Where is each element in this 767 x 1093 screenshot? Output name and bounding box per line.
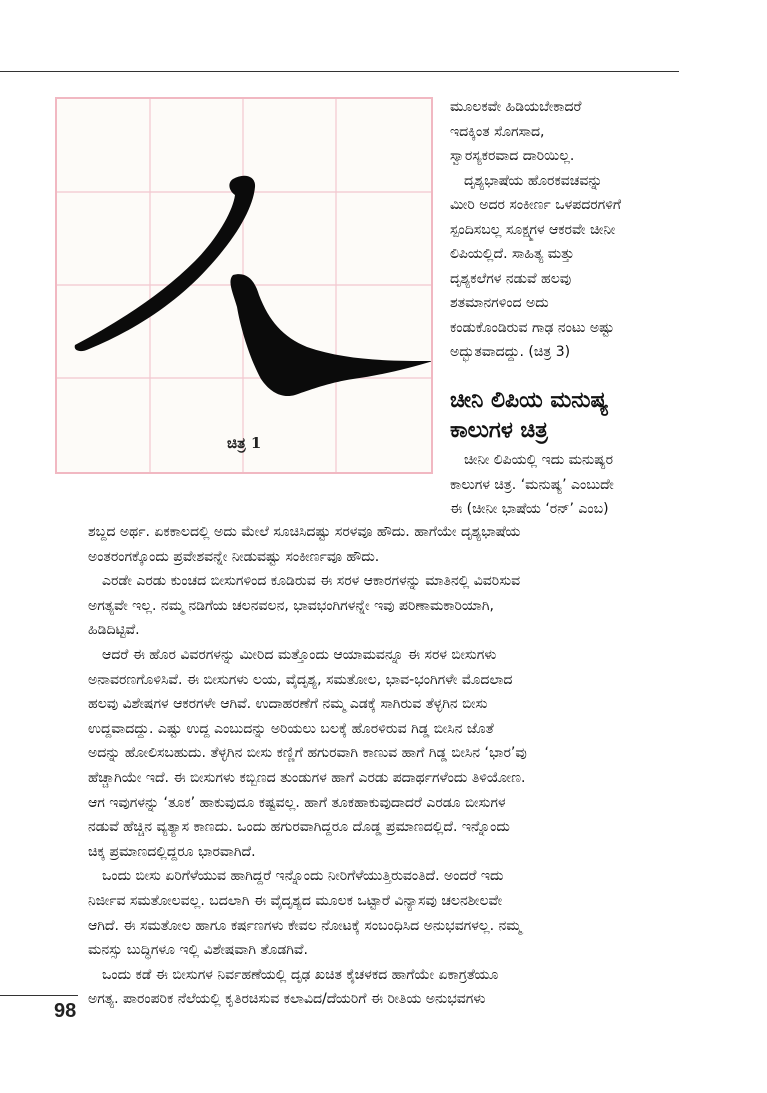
section-heading-line: ಚೀನಿ ಲಿಪಿಯ ಮನುಷ್ಯ [450, 388, 609, 413]
text-line: ಇದಕ್ಕಿಂತ ಸೊಗಸಾದ, [450, 123, 545, 140]
text-line: ಅಂತರಂಗಕ್ಕೊಂದು ಪ್ರವೇಶವನ್ನೇ ನೀಡುವಷ್ಟು ಸಂಕೀರ್ಣವೂ ಹೌದು. [88, 548, 380, 565]
text-line: ದೃಶ್ಯಕಲೆಗಳ ನಡುವೆ ಹಲವು [450, 270, 572, 287]
text-line: ಹಿಡಿದಿಟ್ಟಿವೆ. [88, 622, 140, 639]
text-line: ಶತಮಾನಗಳಿಂದ ಅದು [450, 295, 549, 311]
text-line: ಎರಡೇ ಎರಡು ಕುಂಚದ ಬೀಸುಗಳಿಂದ ಕೂಡಿರುವ ಈ ಸರಳ ಆಕಾರಗಳನ್ನು ಮಾತಿನಲ್ಲಿ ವಿವರಿಸುವ [102, 573, 521, 590]
text-line: ನಡುವೆ ಹೆಚ್ಚಿನ ವ್ಯತ್ಯಾಸ ಕಾಣದು. ಒಂದು ಹಗುರವಾಗಿದ್ದರೂ ದೊಡ್ಡ ಪ್ರಮಾಣದಲ್ಲಿದೆ. ಇನ್ನೊಂದು [88, 819, 510, 836]
text-line: ಆಗಿದೆ. ಈ ಸಮತೋಲ ಹಾಗೂ ಕರ್ಷಣಗಳು ಕೇವಲ ನೋಟಕ್ಕೆ ಸಂಬಂಧಿಸಿದ ಅನುಭವಗಳಲ್ಲ. ನಮ್ಮ [88, 917, 522, 934]
body-text [88, 520, 688, 1012]
bottom-rule [0, 995, 78, 996]
text-line: ಅಗತ್ಯವೇ ಇಲ್ಲ. ನಮ್ಮ ನಡಿಗೆಯ ಚಲನವಲನ, ಭಾವಭಂಗಿಗಳನ್ನೇ ಇವು ಪರಿಣಾಮಕಾರಿಯಾಗಿ, [88, 597, 494, 614]
side-column-text [450, 95, 690, 365]
top-rule [0, 71, 679, 72]
left-falling-stroke [75, 176, 255, 351]
text-line: ಹೆಚ್ಚಾಗಿಯೇ ಇದೆ. ಈ ಬೀಸುಗಳು ಕಬ್ಬಿಣದ ತುಂಡುಗಳ ಹಾಗೆ ಎರಡು ಪದಾರ್ಥಗಳೆಂದು ತಿಳಿಯೋಣ. [88, 769, 526, 786]
text-line: ಅದನ್ನು ಹೋಲಿಸಬಹುದು. ತೆಳ್ಳಗಿನ ಬೀಸು ಕಣ್ಣಿಗೆ ಹಗುರವಾಗಿ ಕಾಣುವ ಹಾಗೆ ಗಿಡ್ಡ ಬೀಸಿನ ‘ಭಾರ’ವು [88, 745, 527, 762]
page-number: 98 [54, 1000, 77, 1022]
text-line: ಮನಸ್ಸು ಬುದ್ಧಿಗಳೂ ಇಲ್ಲಿ ವಿಶೇಷವಾಗಿ ತೊಡಗಿವೆ. [88, 942, 308, 959]
section-heading [450, 386, 700, 446]
text-line: ಆದರೆ ಈ ಹೊರ ವಿವರಗಳನ್ನು ಮೀರಿದ ಮತ್ತೊಂದು ಆಯಾಮವನ್ನೂ ಈ ಸರಳ ಬೀಸುಗಳು [102, 646, 497, 663]
text-line: ಈ (ಚೀನೀ ಭಾಷೆಯ ‘ರನ್’ ಎಂಬ) [450, 501, 609, 517]
text-line: ಲಿಪಿಯಲ್ಲಿದೆ. ಸಾಹಿತ್ಯ ಮತ್ತು [450, 246, 575, 262]
side-column-text-2 [450, 448, 700, 522]
text-line: ಶಬ್ದದ ಅರ್ಥ. ಏಕಕಾಲದಲ್ಲಿ ಅದು ಮೇಲೆ ಸೂಚಿಸಿದಷ್ಟು ಸರಳವೂ ಹೌದು. ಹಾಗೆಯೇ ದೃಶ್ಯಭಾಷೆಯ [88, 524, 521, 540]
text-line: ಒಂದು ಕಡೆ ಈ ಬೀಸುಗಳ ನಿರ್ವಹಣೆಯಲ್ಲಿ ದೃಢ ಖಚಿತ ಕೈಚಳಕದ ಹಾಗೆಯೇ ಏಕಾಗ್ರತೆಯೂ [102, 966, 499, 983]
text-line: ದೃಶ್ಯಭಾಷೆಯ ಹೊರಕವಚವನ್ನು [464, 172, 603, 189]
text-line: ಸ್ವಾರಸ್ಯಕರವಾದ ದಾರಿಯಿಲ್ಲ. [450, 148, 575, 164]
text-line: ಉದ್ದವಾದದ್ದು. ಎಷ್ಟು ಉದ್ದ ಎಂಬುದನ್ನು ಅರಿಯಲು ಬಲಕ್ಕೆ ಹೊರಳಿರುವ ಗಿಡ್ಡ ಬೀಸಿನ ಜೊತೆ [88, 720, 494, 737]
section-heading-line: ಕಾಲುಗಳ ಚಿತ್ರ [450, 418, 548, 443]
calligraphy-figure [55, 97, 433, 474]
text-line: ಅನಾವರಣಗೊಳಿಸಿವೆ. ಈ ಬೀಸುಗಳು ಲಯ, ವೈದೃಶ್ಯ, ಸಮತೋಲ, ಭಾವ-ಭಂಗಿಗಳೇ ಮೊದಲಾದ [88, 671, 513, 688]
figure-caption: ಚಿತ್ರ 1 [227, 434, 262, 452]
text-line: ಒಂದು ಬೀಸು ಏರಿಗೆಳೆಯುವ ಹಾಗಿದ್ದರೆ ಇನ್ನೊಂದು ನೀರಿಗೆಳೆಯುತ್ತಿರುವಂತಿದೆ. ಅಂದರೆ ಇದು [102, 868, 504, 885]
text-line: ಸ್ಪಂದಿಸಬಲ್ಲ ಸೂಕ್ಷ್ಮಗಳ ಆಕರವೇ ಚೀನೀ [450, 221, 616, 238]
text-line: ನಿರ್ಜೀವ ಸಮತೋಲವಲ್ಲ. ಬದಲಾಗಿ ಈ ವೈದೃಶ್ಯದ ಮೂಲಕ ಒಟ್ಟಾರೆ ವಿನ್ಯಾಸವು ಚಲನಶೀಲವೇ [88, 892, 503, 909]
text-line: ಹಲವು ವಿಶೇಷಗಳ ಆಕರಗಳೇ ಆಗಿವೆ. ಉದಾಹರಣೆಗೆ ನಮ್ಮ ಎಡಕ್ಕೆ ಸಾಗಿರುವ ತೆಳ್ಳಗಿನ ಬೀಸು [88, 696, 488, 713]
text-line: ಅದ್ಭುತವಾದದ್ದು. (ಚಿತ್ರ 3) [450, 344, 571, 360]
text-line: ಮೂಲಕವೇ ಹಿಡಿಯಬೇಕಾದರೆ [450, 99, 582, 115]
text-line: ಕಂಡುಕೊಂಡಿರುವ ಗಾಢ ನಂಟು ಅಷ್ಟು [450, 319, 615, 336]
text-line: ಚಿಕ್ಕ ಪ್ರಮಾಣದಲ್ಲಿದ್ದರೂ ಭಾರವಾಗಿದೆ. [88, 843, 256, 860]
text-line: ಕಾಲುಗಳ ಚಿತ್ರ. ‘ಮನುಷ್ಯ’ ಎಂಬುದೇ [450, 476, 614, 493]
text-line: ಚೀನೀ ಲಿಪಿಯಲ್ಲಿ ಇದು ಮನುಷ್ಯರ [464, 452, 614, 468]
text-line: ಆಗ ಇವುಗಳನ್ನು ‘ತೂಕ’ ಹಾಕುವುದೂ ಕಷ್ಟವಲ್ಲ. ಹಾಗೆ ತೂಕಹಾಕುವುದಾದರೆ ಎರಡೂ ಬೀಸುಗಳ [88, 794, 506, 811]
calligraphy-grid-and-strokes [57, 99, 431, 472]
text-line: ಮೀರಿ ಅದರ ಸಂಕೀರ್ಣ ಒಳಪದರಗಳಿಗೆ [450, 197, 622, 213]
text-line: ಅಗತ್ಯ. ಪಾರಂಪರಿಕ ನೆಲೆಯಲ್ಲಿ ಕೃತಿರಚಿಸುವ ಕಲಾವಿದ/ದೆಯರಿಗೆ ಈ ರೀತಿಯ ಅನುಭವಗಳು [88, 991, 486, 1008]
